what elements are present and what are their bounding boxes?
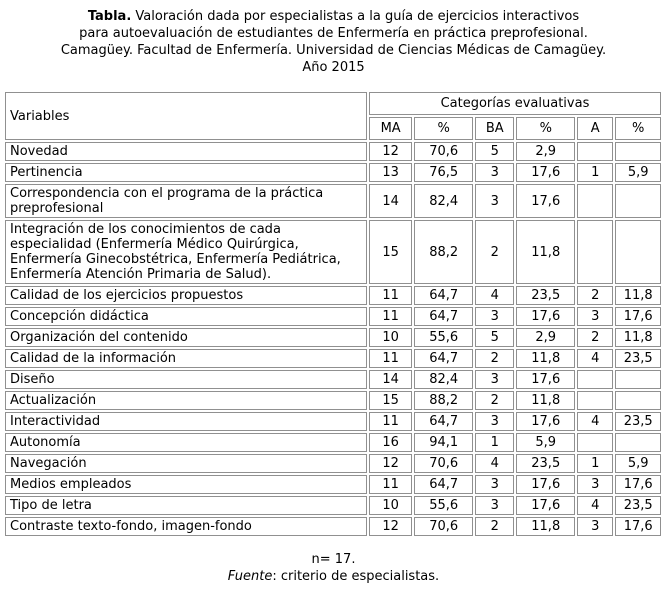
table-row <box>5 517 661 536</box>
value-cell-ma-pct: 64,7 <box>414 475 473 494</box>
value-cell-ma: 12 <box>369 517 412 536</box>
value-cell-ba: 4 <box>475 286 514 305</box>
value-cell-ba-pct: 17,6 <box>516 370 575 389</box>
value-cell-ba: 3 <box>475 412 514 431</box>
value-cell-ma: 10 <box>369 328 412 347</box>
value-cell-ba: 4 <box>475 454 514 473</box>
variable-cell: Autonomía <box>5 433 367 452</box>
source-label: Fuente <box>227 569 273 584</box>
caption-line-3: Camagüey. Facultad de Enfermería. Universidad de Ciencias Médicas de Camagüey. <box>60 43 607 58</box>
value-cell-a: 3 <box>577 307 613 326</box>
table-header <box>5 92 661 140</box>
value-cell-ba: 5 <box>475 142 514 161</box>
value-cell-ma-pct: 70,6 <box>414 142 473 161</box>
variable-cell: Concepción didáctica <box>5 307 367 326</box>
table-row <box>5 433 661 452</box>
variable-cell: Diseño <box>5 370 367 389</box>
value-cell-a-pct: 5,9 <box>615 454 661 473</box>
value-cell-ba: 3 <box>475 184 514 218</box>
value-cell-ba: 2 <box>475 391 514 410</box>
table-row <box>5 391 661 410</box>
value-cell-ma: 11 <box>369 307 412 326</box>
value-cell-ba-pct: 23,5 <box>516 454 575 473</box>
caption-line-2: para autoevaluación de estudiantes de Enfermería en práctica preprofesional. <box>79 26 588 41</box>
value-cell-a-pct <box>615 142 661 161</box>
value-cell-a <box>577 391 613 410</box>
value-cell-ma-pct: 55,6 <box>414 328 473 347</box>
value-cell-ba-pct: 11,8 <box>516 349 575 368</box>
value-cell-a <box>577 433 613 452</box>
caption-label: Tabla. <box>87 9 132 24</box>
value-cell-ma-pct: 70,6 <box>414 517 473 536</box>
evaluation-table <box>3 90 663 538</box>
table-caption <box>14 8 653 76</box>
table-body <box>5 142 661 536</box>
value-cell-a-pct: 23,5 <box>615 496 661 515</box>
table-row <box>5 142 661 161</box>
value-cell-ma: 11 <box>369 412 412 431</box>
column-header-ba-pct: % <box>516 117 575 140</box>
value-cell-a-pct: 23,5 <box>615 412 661 431</box>
variable-cell: Medios empleados <box>5 475 367 494</box>
caption-line-4: Año 2015 <box>302 60 365 75</box>
variable-cell: Calidad de los ejercicios propuestos <box>5 286 367 305</box>
value-cell-ba: 2 <box>475 220 514 284</box>
table-row <box>5 163 661 182</box>
value-cell-ma: 11 <box>369 286 412 305</box>
value-cell-ma: 14 <box>369 370 412 389</box>
table-row <box>5 220 661 284</box>
header-row-group <box>5 92 661 115</box>
value-cell-ba: 3 <box>475 496 514 515</box>
column-group-header-categories: Categorías evaluativas <box>369 92 661 115</box>
caption-line-1-text: Valoración dada por especialistas a la guía de ejercicios interactivos <box>131 9 580 24</box>
value-cell-a: 3 <box>577 475 613 494</box>
table-row <box>5 286 661 305</box>
value-cell-ba-pct: 11,8 <box>516 517 575 536</box>
value-cell-a-pct <box>615 391 661 410</box>
value-cell-ba-pct: 2,9 <box>516 328 575 347</box>
column-header-a-pct: % <box>615 117 661 140</box>
value-cell-ba-pct: 17,6 <box>516 307 575 326</box>
value-cell-ma: 16 <box>369 433 412 452</box>
sample-size-note: n= 17. <box>311 552 356 567</box>
value-cell-ba-pct: 11,8 <box>516 391 575 410</box>
value-cell-ma-pct: 88,2 <box>414 391 473 410</box>
value-cell-ba-pct: 5,9 <box>516 433 575 452</box>
table-row <box>5 454 661 473</box>
source-text: : criterio de especialistas. <box>272 569 440 584</box>
table-row <box>5 307 661 326</box>
value-cell-ma: 15 <box>369 391 412 410</box>
table-row <box>5 328 661 347</box>
column-header-ma: MA <box>369 117 412 140</box>
table-footnote <box>0 551 667 585</box>
value-cell-ba: 5 <box>475 328 514 347</box>
value-cell-ma: 11 <box>369 349 412 368</box>
table-row <box>5 475 661 494</box>
variable-cell: Contraste texto-fondo, imagen-fondo <box>5 517 367 536</box>
caption-line-1 <box>14 8 653 25</box>
value-cell-ma: 11 <box>369 475 412 494</box>
table-row <box>5 349 661 368</box>
value-cell-a: 1 <box>577 454 613 473</box>
table-row <box>5 412 661 431</box>
value-cell-ba-pct: 17,6 <box>516 496 575 515</box>
value-cell-ma-pct: 94,1 <box>414 433 473 452</box>
table-row <box>5 184 661 218</box>
value-cell-a <box>577 142 613 161</box>
value-cell-ba: 3 <box>475 163 514 182</box>
source-note <box>0 568 667 585</box>
value-cell-a-pct: 17,6 <box>615 307 661 326</box>
value-cell-a: 3 <box>577 517 613 536</box>
value-cell-ba-pct: 23,5 <box>516 286 575 305</box>
value-cell-a-pct <box>615 370 661 389</box>
value-cell-a: 2 <box>577 286 613 305</box>
variable-cell: Navegación <box>5 454 367 473</box>
value-cell-ma-pct: 88,2 <box>414 220 473 284</box>
value-cell-a: 4 <box>577 349 613 368</box>
variable-cell: Tipo de letra <box>5 496 367 515</box>
variable-cell: Correspondencia con el programa de la práctica preprofesional <box>5 184 367 218</box>
value-cell-a: 2 <box>577 328 613 347</box>
value-cell-a-pct: 17,6 <box>615 475 661 494</box>
value-cell-ma-pct: 76,5 <box>414 163 473 182</box>
value-cell-a <box>577 370 613 389</box>
value-cell-ma-pct: 70,6 <box>414 454 473 473</box>
value-cell-ma-pct: 82,4 <box>414 370 473 389</box>
value-cell-ma: 14 <box>369 184 412 218</box>
column-header-a: A <box>577 117 613 140</box>
value-cell-ba-pct: 2,9 <box>516 142 575 161</box>
value-cell-ma: 10 <box>369 496 412 515</box>
value-cell-ba: 2 <box>475 517 514 536</box>
value-cell-a-pct: 11,8 <box>615 328 661 347</box>
value-cell-a-pct: 17,6 <box>615 517 661 536</box>
table-row <box>5 496 661 515</box>
column-header-ba: BA <box>475 117 514 140</box>
value-cell-ba: 2 <box>475 349 514 368</box>
variable-cell: Actualización <box>5 391 367 410</box>
table-row <box>5 370 661 389</box>
variable-cell: Organización del contenido <box>5 328 367 347</box>
value-cell-ba: 3 <box>475 370 514 389</box>
value-cell-ma: 15 <box>369 220 412 284</box>
value-cell-ba: 3 <box>475 475 514 494</box>
value-cell-ma-pct: 64,7 <box>414 412 473 431</box>
value-cell-ba-pct: 17,6 <box>516 163 575 182</box>
variable-cell: Pertinencia <box>5 163 367 182</box>
value-cell-ba-pct: 17,6 <box>516 184 575 218</box>
value-cell-ba: 3 <box>475 307 514 326</box>
value-cell-a <box>577 184 613 218</box>
value-cell-a <box>577 220 613 284</box>
value-cell-ma: 13 <box>369 163 412 182</box>
value-cell-ma-pct: 64,7 <box>414 349 473 368</box>
variable-cell: Calidad de la información <box>5 349 367 368</box>
value-cell-ba-pct: 11,8 <box>516 220 575 284</box>
value-cell-ma: 12 <box>369 142 412 161</box>
value-cell-ba-pct: 17,6 <box>516 475 575 494</box>
value-cell-ba-pct: 17,6 <box>516 412 575 431</box>
value-cell-ma-pct: 55,6 <box>414 496 473 515</box>
value-cell-ma: 12 <box>369 454 412 473</box>
value-cell-a: 4 <box>577 496 613 515</box>
value-cell-ma-pct: 64,7 <box>414 286 473 305</box>
column-header-ma-pct: % <box>414 117 473 140</box>
value-cell-ba: 1 <box>475 433 514 452</box>
value-cell-a-pct: 11,8 <box>615 286 661 305</box>
value-cell-a: 1 <box>577 163 613 182</box>
value-cell-ma-pct: 82,4 <box>414 184 473 218</box>
value-cell-a-pct: 5,9 <box>615 163 661 182</box>
value-cell-a-pct <box>615 184 661 218</box>
value-cell-a: 4 <box>577 412 613 431</box>
variable-cell: Interactividad <box>5 412 367 431</box>
variable-cell: Integración de los conocimientos de cada especialidad (Enfermería Médico Quirúrgica, Enfermería Ginecobstétrica, Enfermería Pediátrica, Enfermería Atención Primaria de Salud). <box>5 220 367 284</box>
value-cell-ma-pct: 64,7 <box>414 307 473 326</box>
variable-cell: Novedad <box>5 142 367 161</box>
value-cell-a-pct: 23,5 <box>615 349 661 368</box>
value-cell-a-pct <box>615 433 661 452</box>
value-cell-a-pct <box>615 220 661 284</box>
column-header-variables: Variables <box>5 92 367 140</box>
